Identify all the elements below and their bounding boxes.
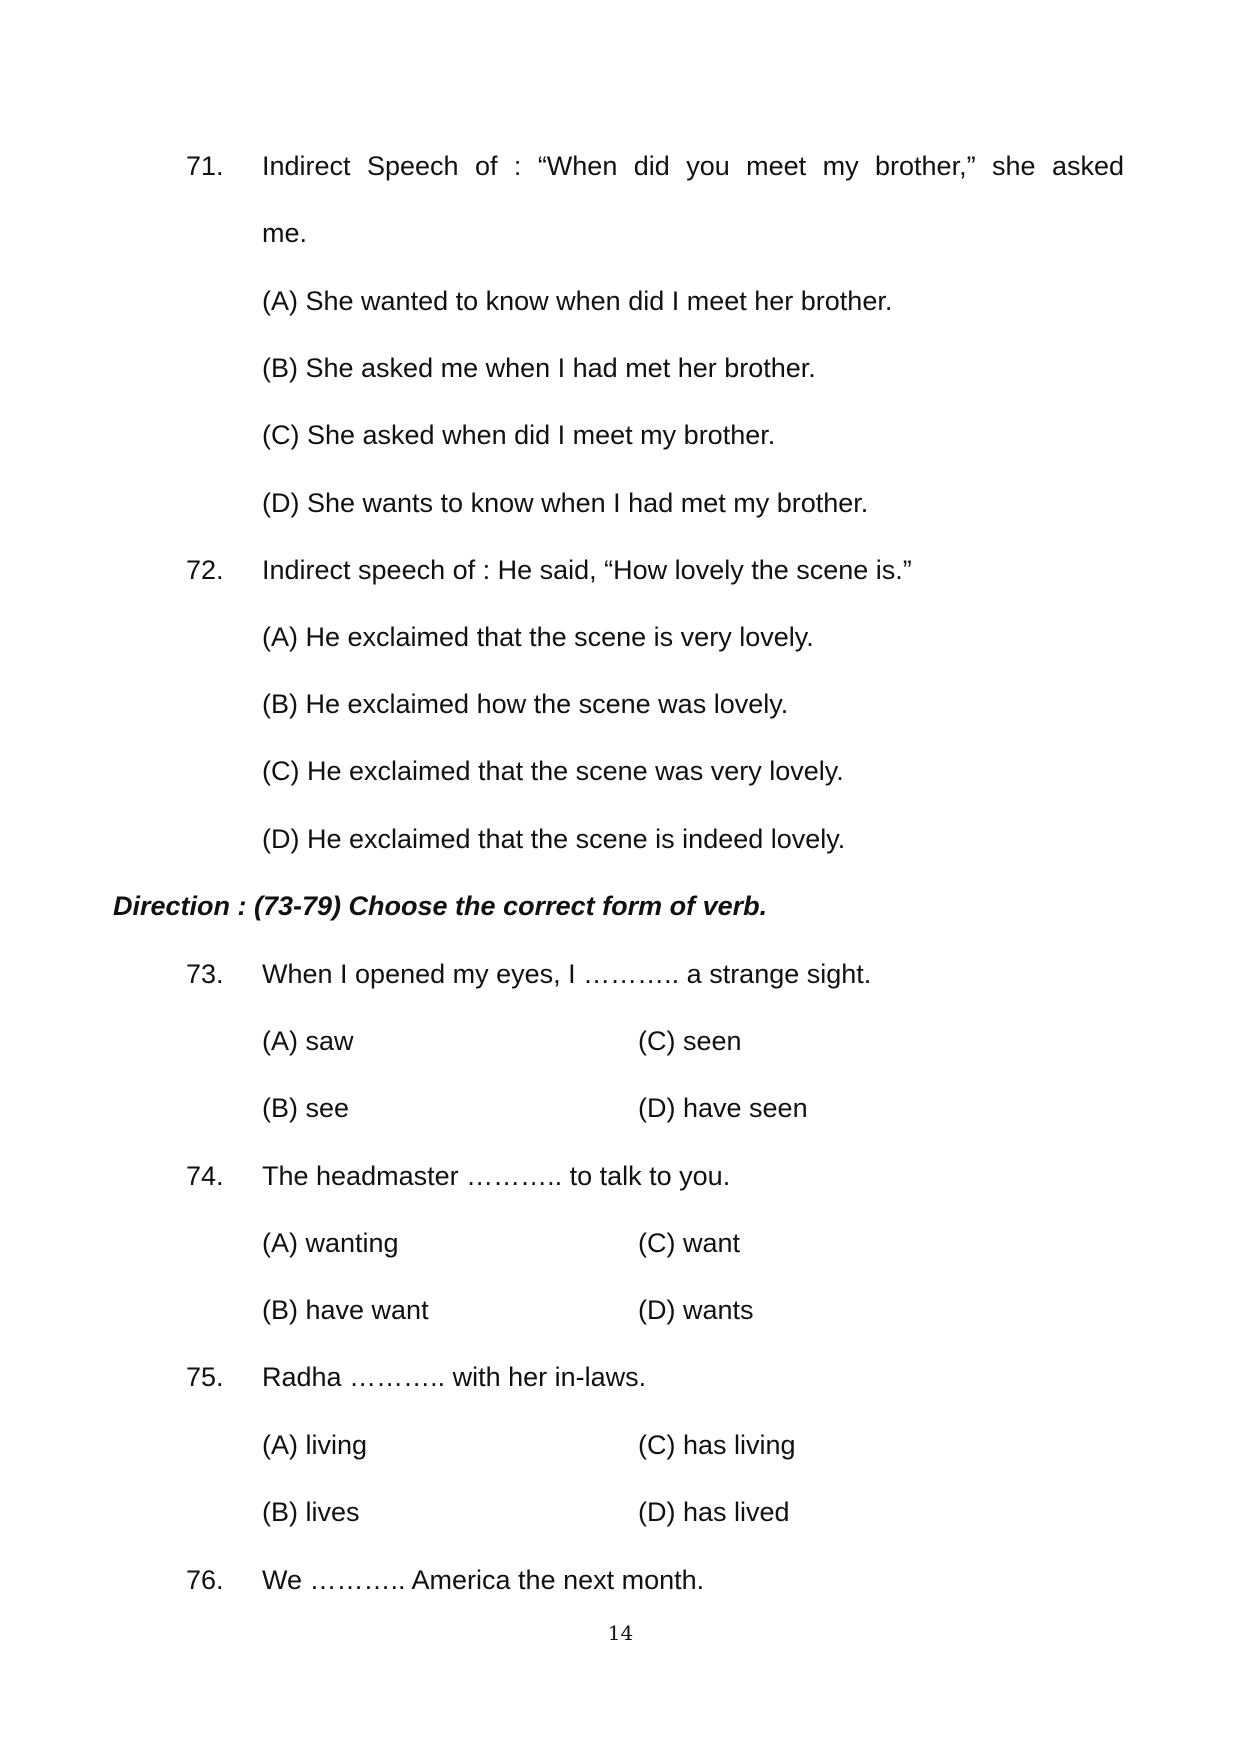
question-73-text: When I opened my eyes, I ……….. a strange sight. xyxy=(262,959,872,989)
question-71-option-c: (C) She asked when did I meet my brother. xyxy=(262,420,776,450)
question-74-number: 74. xyxy=(186,1161,224,1191)
question-71-option-a: (A) She wanted to know when did I meet her brother. xyxy=(262,286,893,316)
question-74-option-d: (D) wants xyxy=(638,1295,754,1325)
question-71-number: 71. xyxy=(186,151,224,181)
question-72-option-b: (B) He exclaimed how the scene was lovely. xyxy=(262,689,789,719)
question-73-option-d: (D) have seen xyxy=(638,1093,808,1123)
direction-heading: Direction : (73-79) Choose the correct form of verb. xyxy=(113,891,768,921)
question-74-option-b: (B) have want xyxy=(262,1295,429,1325)
question-75-option-a: (A) living xyxy=(262,1430,368,1460)
question-72-option-a: (A) He exclaimed that the scene is very lovely. xyxy=(262,622,814,652)
question-75-option-c: (C) has living xyxy=(638,1430,796,1460)
question-73-option-c: (C) seen xyxy=(638,1026,742,1056)
question-73-number: 73. xyxy=(186,959,224,989)
question-75-text: Radha ……….. with her in-laws. xyxy=(262,1362,647,1392)
question-76-number: 76. xyxy=(186,1565,224,1595)
question-71-option-d: (D) She wants to know when I had met my brother. xyxy=(262,488,869,518)
question-72-option-d: (D) He exclaimed that the scene is indeed lovely. xyxy=(262,824,846,854)
question-72-number: 72. xyxy=(186,555,224,585)
question-75-number: 75. xyxy=(186,1362,224,1392)
question-76-text: We ……….. America the next month. xyxy=(262,1565,705,1595)
question-74-option-a: (A) wanting xyxy=(262,1228,399,1258)
question-75-option-d: (D) has lived xyxy=(638,1497,790,1527)
question-73-option-a: (A) saw xyxy=(262,1026,354,1056)
question-71-text-continued: me. xyxy=(262,218,308,248)
question-73-option-b: (B) see xyxy=(262,1093,350,1123)
question-71-option-b: (B) She asked me when I had met her brother. xyxy=(262,353,816,383)
question-75-option-b: (B) lives xyxy=(262,1497,360,1527)
question-71-text: Indirect Speech of : “When did you meet my brother,” she asked xyxy=(262,151,1124,181)
question-72-option-c: (C) He exclaimed that the scene was very lovely. xyxy=(262,756,844,786)
page-number: 14 xyxy=(607,1621,634,1645)
question-74-text: The headmaster ……….. to talk to you. xyxy=(262,1161,731,1191)
question-72-text: Indirect speech of : He said, “How lovely the scene is.” xyxy=(262,555,912,585)
question-74-option-c: (C) want xyxy=(638,1228,741,1258)
